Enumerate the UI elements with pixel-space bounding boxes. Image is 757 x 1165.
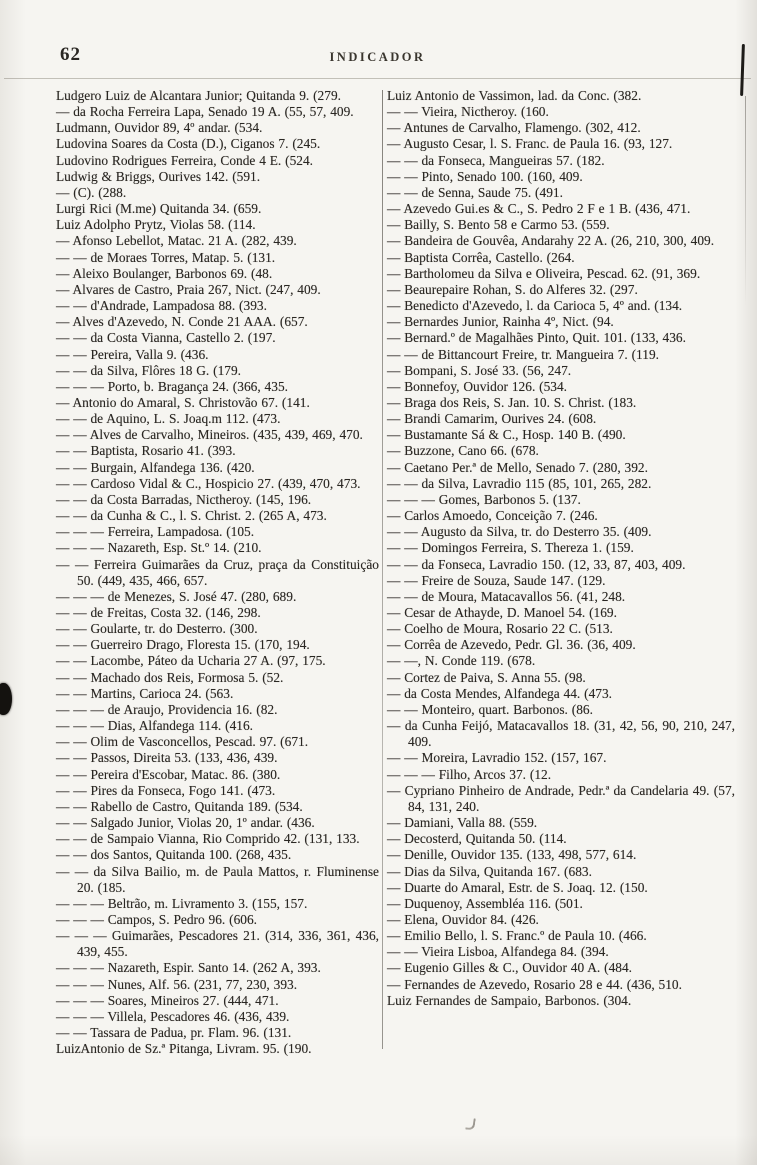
- directory-entry: Ludwig & Briggs, Ourives 142. (591.: [56, 168, 261, 184]
- directory-entry: — — — Soares, Mineiros 27. (444, 471.: [56, 992, 279, 1008]
- directory-entry: — — da Costa Vianna, Castello 2. (197.: [56, 330, 276, 346]
- directory-entry: — Denille, Ouvidor 135. (133, 498, 577, 614.: [387, 847, 637, 863]
- directory-entry: — — da Cunha & C., l. S. Christ. 2. (265 A, 473.: [56, 508, 327, 524]
- directory-entry: — — da Fonseca, Mangueiras 57. (182.: [387, 152, 605, 168]
- directory-entry: — Antunes de Carvalho, Flamengo. (302, 412.: [387, 120, 641, 136]
- directory-entry: — Corrêa de Azevedo, Pedr. Gl. 36. (36, 409.: [387, 637, 636, 653]
- directory-entry: — — Pereira d'Escobar, Matac. 86. (380.: [56, 766, 281, 782]
- directory-entry: — Benedicto d'Azevedo, l. da Carioca 5, 4º and. (134.: [387, 298, 683, 314]
- directory-entry: — — Vieira Lisboa, Alfandega 84. (394.: [387, 944, 609, 960]
- directory-entry: — — Moreira, Lavradio 152. (157, 167.: [387, 750, 607, 766]
- directory-entry: — Emilio Bello, l. S. Franc.º de Paula 10. (466.: [387, 928, 647, 944]
- directory-entry: — Beaurepaire Rohan, S. do Alferes 32. (297.: [387, 281, 638, 297]
- directory-entry: — Baptista Corrêa, Castello. (264.: [387, 249, 575, 265]
- directory-entry: — — — Ferreira, Lampadosa. (105.: [56, 524, 255, 540]
- directory-entry: — Bartholomeu da Silva e Oliveira, Pescad. 62. (91, 369.: [387, 265, 701, 281]
- directory-entry: — — Baptista, Rosario 41. (393.: [56, 443, 236, 459]
- directory-entry: — — Lacombe, Páteo da Ucharia 27 A. (97, 175.: [56, 653, 326, 669]
- directory-entry: — — Monteiro, quart. Barbonos. (86.: [387, 701, 593, 717]
- directory-entry: — — Domingos Ferreira, S. Thereza 1. (159.: [387, 540, 634, 556]
- directory-entry: Ludovino Rodrigues Ferreira, Conde 4 E. (524.: [56, 152, 314, 168]
- directory-entry: — — Goularte, tr. do Desterro. (300.: [56, 621, 258, 637]
- directory-entry: — — de Bittancourt Freire, tr. Mangueira 7. (119.: [387, 346, 659, 362]
- directory-entry: — Bernardes Junior, Rainha 4º, Nict. (94.: [387, 314, 614, 330]
- directory-entry: — — Rabello de Castro, Quitanda 189. (534.: [56, 798, 303, 814]
- directory-entry: Luiz Adolpho Prytz, Violas 58. (114.: [56, 217, 256, 233]
- directory-entry: — Bompani, S. José 33. (56, 247.: [387, 362, 572, 378]
- directory-entry: — — da Fonseca, Lavradio 150. (12, 33, 87, 403, 409.: [387, 556, 686, 572]
- directory-entry: — Caetano Per.ª de Mello, Senado 7. (280, 392.: [387, 459, 648, 475]
- directory-entry: — — — Beltrão, m. Livramento 3. (155, 157.: [56, 895, 308, 911]
- directory-entry: — — Guerreiro Drago, Floresta 15. (170, 194.: [56, 637, 310, 653]
- directory-entry: — — Martins, Carioca 24. (563.: [56, 685, 234, 701]
- directory-entry: — — — Dias, Alfandega 114. (416.: [56, 718, 254, 734]
- directory-entry: — — Cardoso Vidal & C., Hospicio 27. (439, 470, 473.: [56, 475, 361, 491]
- directory-columns: [0, 79, 757, 1057]
- directory-entry: — — — Porto, b. Bragança 24. (366, 435.: [56, 378, 288, 394]
- directory-entry: — Antonio do Amaral, S. Christovão 67. (141.: [56, 394, 310, 410]
- directory-entry: — — Pereira, Valla 9. (436.: [56, 346, 209, 362]
- directory-entry: — Afonso Lebellot, Matac. 21 A. (282, 439.: [56, 233, 297, 249]
- directory-entry: — — Vieira, Nictheroy. (160.: [387, 104, 549, 120]
- page-edge-line-artifact: [745, 96, 746, 306]
- directory-entry: — Aleixo Boulanger, Barbonos 69. (48.: [56, 265, 273, 281]
- directory-entry: — Bailly, S. Bento 58 e Carmo 53. (559.: [387, 217, 610, 233]
- directory-entry: — Bandeira de Gouvêa, Andarahy 22 A. (26, 210, 300, 409.: [387, 233, 715, 249]
- directory-entry: — — dos Santos, Quitanda 100. (268, 435.: [56, 847, 292, 863]
- directory-entry: — — da Silva Bailio, m. de Paula Mattos, r. Fluminense 20. (185.: [56, 863, 379, 895]
- directory-entry: — — Augusto da Silva, tr. do Desterro 35. (409.: [387, 524, 652, 540]
- directory-entry: — — de Aquino, L. S. Joaq.m 112. (473.: [56, 411, 281, 427]
- directory-entry: — — da Silva, Lavradio 115 (85, 101, 265, 282.: [387, 475, 652, 491]
- directory-entry: — — — Nazareth, Esp. St.º 14. (210.: [56, 540, 262, 556]
- directory-entry: — Bustamante Sá & C., Hosp. 140 B. (490.: [387, 427, 626, 443]
- directory-entry: — — Olim de Vasconcellos, Pescad. 97. (671.: [56, 734, 309, 750]
- directory-entry: — — d'Andrade, Lampadosa 88. (393.: [56, 298, 267, 314]
- directory-entry: — — — de Menezes, S. José 47. (280, 689.: [56, 588, 297, 604]
- directory-entry: — — Machado dos Reis, Formosa 5. (52.: [56, 669, 284, 685]
- directory-entry: — — — Nunes, Alf. 56. (231, 77, 230, 393.: [56, 976, 298, 992]
- directory-entry: Luiz Fernandes de Sampaio, Barbonos. (304.: [387, 992, 632, 1008]
- directory-entry: — Cesar de Athayde, D. Manoel 54. (169.: [387, 605, 617, 620]
- directory-entry: Ludmann, Ouvidor 89, 4º andar. (534.: [56, 120, 263, 136]
- page-header: [4, 0, 751, 79]
- directory-entry: — Duarte do Amaral, Estr. de S. Joaq. 12. (150.: [387, 879, 648, 895]
- directory-entry: — Bonnefoy, Ouvidor 126. (534.: [387, 378, 568, 394]
- directory-entry: — Carlos Amoedo, Conceição 7. (246.: [387, 508, 598, 524]
- directory-entry: — Eugenio Gilles & C., Ouvidor 40 A. (484.: [387, 960, 633, 976]
- directory-entry: Lurgi Rici (M.me) Quitanda 34. (659.: [56, 201, 262, 217]
- directory-entry: — —, N. Conde 119. (678.: [387, 653, 536, 669]
- directory-entry: — — de Freitas, Costa 32. (146, 298.: [56, 605, 261, 620]
- directory-entry: — Damiani, Valla 88. (559.: [387, 815, 538, 831]
- directory-entry: — — Passos, Direita 53. (133, 436, 439.: [56, 750, 278, 766]
- directory-entry: — — — Villela, Pescadores 46. (436, 439.: [56, 1008, 290, 1024]
- directory-entry: — — — Gomes, Barbonos 5. (137.: [387, 491, 581, 507]
- directory-entry: — Bernard.º de Magalhães Pinto, Quit. 101. (133, 436.: [387, 330, 686, 346]
- directory-entry: — Cortez de Paiva, S. Anna 55. (98.: [387, 669, 586, 685]
- directory-entry: — — Ferreira Guimarães da Cruz, praça da Constituição 50. (449, 435, 466, 657.: [56, 556, 379, 588]
- directory-entry: LuizAntonio de Sz.ª Pitanga, Livram. 95. (190.: [56, 1041, 312, 1057]
- directory-entry: — Braga dos Reis, S. Jan. 10. S. Christ. (183.: [387, 394, 637, 410]
- directory-entry: — Brandi Camarim, Ourives 24. (608.: [387, 411, 597, 427]
- directory-entry: — — — Filho, Arcos 37. (12.: [387, 766, 552, 782]
- directory-entry: — — de Sampaio Vianna, Rio Comprido 42. (131, 133.: [56, 831, 360, 847]
- directory-entry: Ludovina Soares da Costa (D.), Ciganos 7. (245.: [56, 136, 321, 152]
- directory-entry: — — da Costa Barradas, Nictheroy. (145, 196.: [56, 491, 312, 507]
- directory-entry: — — — Nazareth, Espir. Santo 14. (262 A, 393.: [56, 960, 321, 976]
- directory-entry: — Alvares de Castro, Praia 267, Nict. (247, 409.: [56, 281, 321, 297]
- directory-entry: — Duquenoy, Assembléa 116. (501.: [387, 895, 583, 911]
- directory-entry: — — Burgain, Alfandega 136. (420.: [56, 459, 255, 475]
- directory-entry: — — Pires da Fonseca, Fogo 141. (473.: [56, 782, 276, 798]
- directory-entry: — — de Moraes Torres, Matap. 5. (131.: [56, 249, 276, 265]
- directory-entry: — da Costa Mendes, Alfandega 44. (473.: [387, 685, 613, 701]
- directory-entry: — Buzzone, Cano 66. (678.: [387, 443, 539, 459]
- page-number: 62: [60, 44, 81, 65]
- directory-entry: — — Pinto, Senado 100. (160, 409.: [387, 168, 583, 184]
- directory-entry: — da Cunha Feijó, Matacavallos 18. (31, 42, 56, 90, 210, 247, 409.: [387, 718, 735, 750]
- directory-entry: — Alves d'Azevedo, N. Conde 21 AAA. (657.: [56, 314, 308, 330]
- directory-entry: — Dias da Silva, Quitanda 167. (683.: [387, 863, 592, 879]
- directory-entry: — da Rocha Ferreira Lapa, Senado 19 A. (55, 57, 409.: [56, 104, 354, 120]
- stray-ink-artifact: [465, 1117, 476, 1130]
- directory-entry: — — de Moura, Matacavallos 56. (41, 248.: [387, 588, 626, 604]
- directory-entry: Luiz Antonio de Vassimon, lad. da Conc. (382.: [387, 88, 642, 103]
- directory-entry: — — Freire de Souza, Saude 147. (129.: [387, 572, 606, 588]
- page-title: INDICADOR: [329, 50, 426, 64]
- directory-entry: — — Alves de Carvalho, Mineiros. (435, 439, 469, 470.: [56, 427, 363, 443]
- directory-entry: — — — Campos, S. Pedro 96. (606.: [56, 911, 258, 927]
- directory-entry: — Decosterd, Quitanda 50. (114.: [387, 831, 567, 847]
- directory-entry: — — de Senna, Saude 75. (491.: [387, 184, 563, 200]
- directory-entry: — Coelho de Moura, Rosario 22 C. (513.: [387, 621, 613, 637]
- directory-entry: — Azevedo Gui.es & C., S. Pedro 2 F e 1 B. (436, 471.: [387, 201, 691, 217]
- directory-column-right: [383, 88, 735, 1057]
- directory-entry: — (C). (288.: [56, 184, 127, 200]
- directory-entry: Ludgero Luiz de Alcantara Junior; Quitanda 9. (279.: [56, 88, 341, 103]
- directory-column-left: [56, 88, 382, 1057]
- directory-entry: — Fernandes de Azevedo, Rosario 28 e 44. (436, 510.: [387, 976, 682, 992]
- directory-entry: — — Tassara de Padua, pr. Flam. 96. (131.: [56, 1025, 292, 1041]
- directory-entry: — Cypriano Pinheiro de Andrade, Pedr.ª da Candelaria 49. (57, 84, 131, 240.: [387, 782, 735, 814]
- directory-entry: — Elena, Ouvidor 84. (426.: [387, 911, 539, 927]
- directory-entry: — Augusto Cesar, l. S. Franc. de Paula 16. (93, 127.: [387, 136, 673, 152]
- directory-entry: — — da Silva, Flôres 18 G. (179.: [56, 362, 242, 378]
- directory-entry: — — Salgado Junior, Violas 20, 1º andar. (436.: [56, 815, 315, 831]
- directory-entry: — — — Guimarães, Pescadores 21. (314, 336, 361, 436, 439, 455.: [56, 928, 379, 960]
- directory-entry: — — — de Araujo, Providencia 16. (82.: [56, 701, 278, 717]
